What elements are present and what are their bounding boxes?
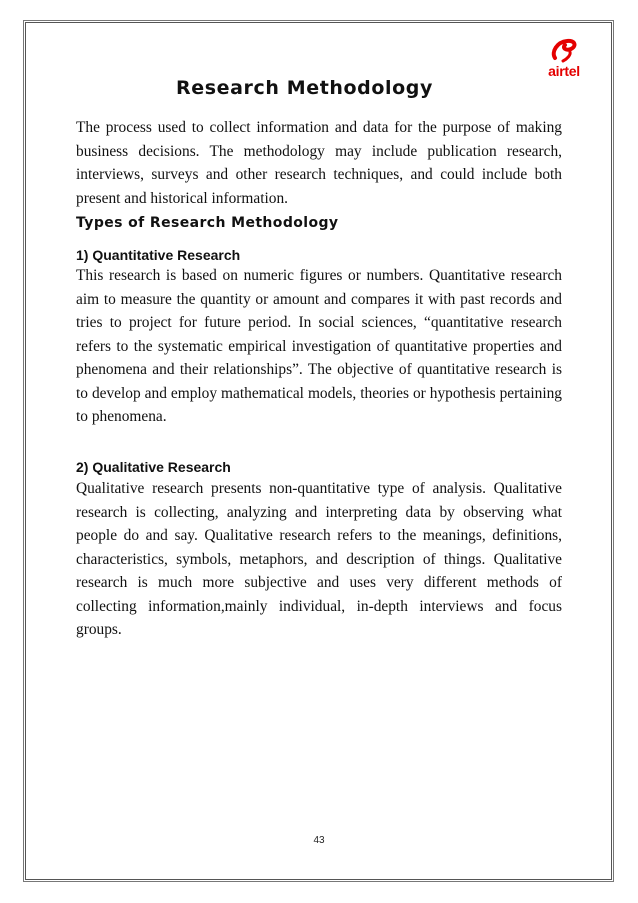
quantitative-heading: 1) Quantitative Research <box>76 247 241 263</box>
page-title: Research Methodology <box>176 77 433 99</box>
airtel-logo <box>539 38 589 82</box>
logo-text: airtel <box>548 63 580 79</box>
intro-paragraph: The process used to collect information and data for the purpose of making business decisions. The methodology may include publication research, interviews, surveys and other research techniques, and could include both present and historical information. <box>76 119 562 207</box>
qualitative-paragraph: Qualitative research presents non-quantitative type of analysis. Qualitative research is collecting, analyzing and interpreting data by observing what people do and say. Qualitative research refers to the meanings, definitions, characteristics, symbols, metaphors, and description of things. Qualitative research is much more subjective and uses very different methods of collecting information,mainly individual, in-depth interviews and focus groups. <box>76 480 562 638</box>
airtel-swirl-icon <box>549 38 579 64</box>
qualitative-heading: 2) Qualitative Research <box>76 459 231 475</box>
types-heading: Types of Research Methodology <box>76 215 339 231</box>
quantitative-paragraph: This research is based on numeric figures or numbers. Quantitative research aim to measure the quantity or amount and compares it with past records and tries to project for future period. In social sciences, “quantitative research refers to the systematic empirical investigation of quantitative properties and phenomena and their relationships”. The objective of quantitative research is to develop and employ mathematical models, theories or hypothesis pertaining to phenomena. <box>76 267 562 425</box>
page-number: 43 <box>313 835 325 846</box>
